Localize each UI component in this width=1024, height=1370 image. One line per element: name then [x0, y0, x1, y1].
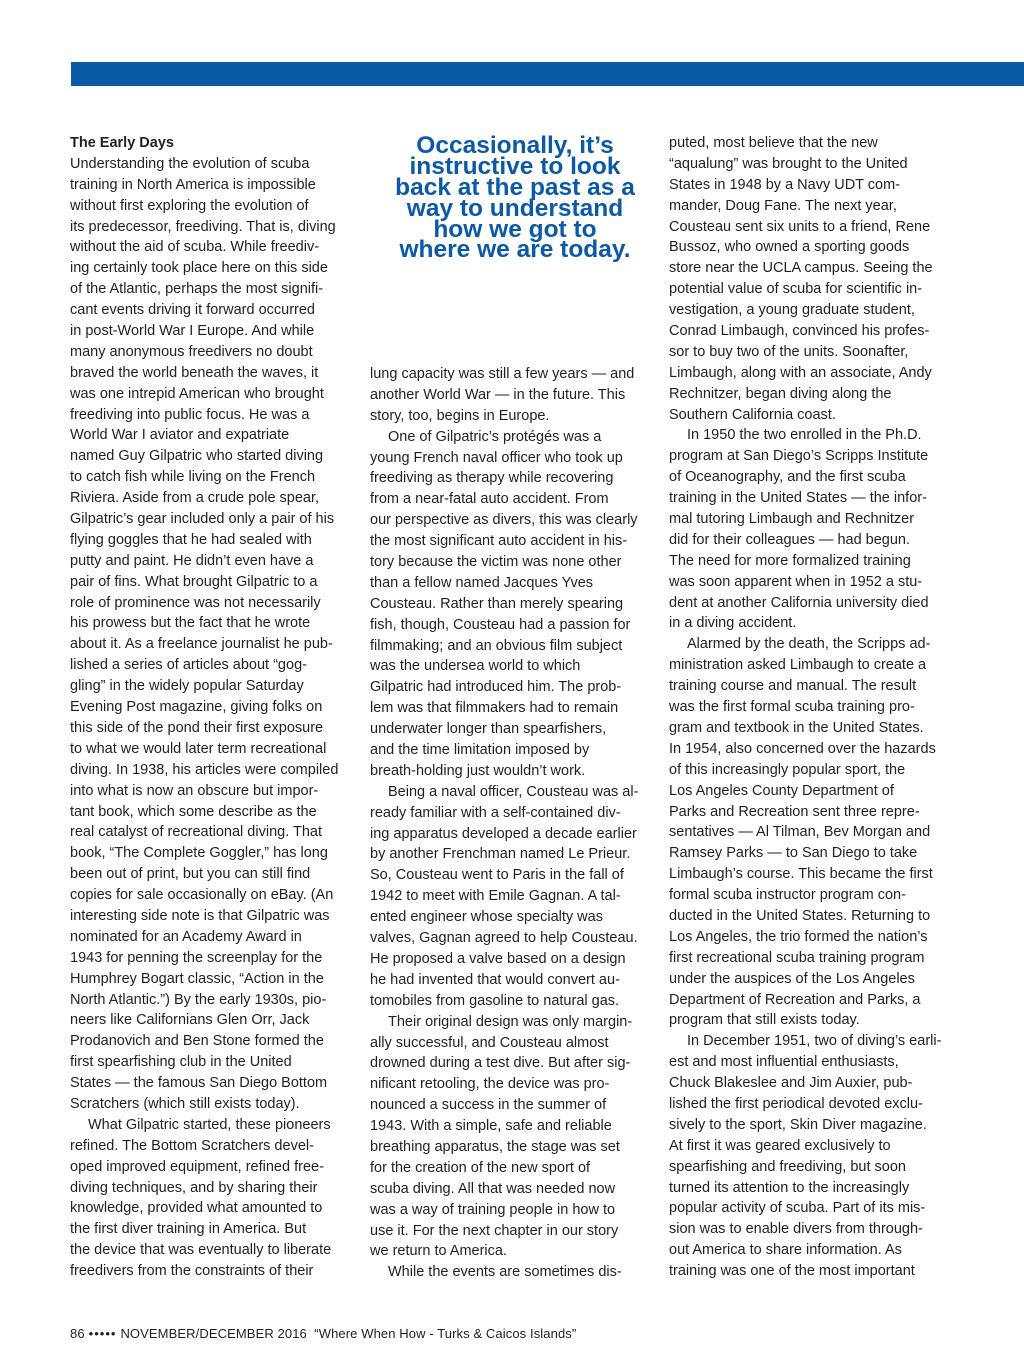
text-line: store near the UCLA campus. Seeing the — [669, 260, 933, 277]
text-line: “aqualung” was brought to the United — [669, 155, 908, 172]
text-line: young French naval officer who took up — [370, 449, 623, 466]
text-line: breathing apparatus, the stage was set — [370, 1138, 620, 1155]
text-line: out America to share information. As — [669, 1242, 902, 1259]
text-line: story, too, begins in Europe. — [370, 407, 550, 424]
text-line: to what we would later term recreational — [70, 740, 327, 757]
text-line: Riviera. Aside from a crude pole spear, — [70, 490, 320, 507]
text-line: where we are today. — [399, 236, 631, 264]
text-line: ented engineer whose specialty was — [370, 909, 603, 926]
text-line: gling” in the widely popular Saturday — [70, 678, 304, 695]
text-line: diving techniques, and by sharing their — [70, 1179, 318, 1196]
text-line: While the events are sometimes dis- — [388, 1264, 622, 1281]
text-line: Their original design was only margin- — [388, 1013, 633, 1030]
text-line: was a way of training people in how to — [370, 1201, 616, 1218]
text-line: Chuck Blakeslee and Jim Auxier, pub- — [669, 1075, 913, 1092]
text-line: Scratchers (which still exists today). — [70, 1095, 300, 1112]
text-line: about it. As a freelance journalist he pub- — [70, 636, 333, 653]
article-column-3 — [669, 133, 959, 1282]
text-line: Bussoz, who owned a sporting goods — [669, 239, 910, 256]
text-line: of the Atlantic, perhaps the most signifi- — [70, 281, 324, 298]
text-line: training in the United States — the infor- — [669, 490, 927, 507]
pull-quote — [370, 128, 660, 264]
text-line: diving. In 1938, his articles were compiled — [70, 761, 339, 778]
text-line: we return to America. — [370, 1243, 507, 1260]
text-line: into what is now an obscure but impor- — [70, 782, 319, 799]
column-2-body — [370, 364, 660, 1283]
text-line: What Gilpatric started, these pioneers — [88, 1116, 331, 1133]
text-line: freediving into public focus. He was a — [70, 406, 310, 423]
text-line: gram and textbook in the United States. — [669, 719, 924, 736]
text-line: instructive to look — [409, 152, 621, 180]
text-line: another World War — in the future. This — [370, 386, 626, 403]
text-line: spearfishing and freediving, but soon — [669, 1158, 906, 1175]
issue-date: NOVEMBER/DECEMBER 2016 — [120, 1326, 307, 1341]
text-line: the most significant auto accident in his- — [370, 533, 628, 550]
text-line: mander, Doug Fane. The next year, — [669, 197, 897, 214]
text-line: Cousteau. Rather than merely spearing — [370, 595, 624, 612]
article-column-1 — [70, 133, 360, 1282]
text-line: without the aid of scuba. While freediv- — [70, 239, 320, 256]
text-line: Gilpatric’s gear included only a pair of his — [70, 511, 335, 528]
text-line: Gilpatric had introduced him. The prob- — [370, 679, 622, 696]
text-line: lung capacity was still a few years — and — [370, 366, 635, 382]
text-line: popular activity of scuba. Part of its mis- — [669, 1200, 926, 1217]
text-line: copies for sale occasionally on eBay. (An — [70, 887, 334, 904]
text-line: Limbaugh, along with an associate, Andy — [669, 364, 932, 381]
page-number: 86 — [70, 1326, 85, 1341]
text-line: refined. The Bottom Scratchers devel- — [70, 1137, 314, 1154]
text-line: Limbaugh’s course. This became the first — [669, 866, 933, 883]
text-line: dent at another California university died — [669, 594, 929, 611]
text-line: est and most influential enthusiasts, — [669, 1054, 899, 1071]
text-line: sively to the sport, Skin Diver magazine. — [669, 1116, 927, 1133]
text-line: pair of fins. What brought Gilpatric to a — [70, 573, 318, 590]
text-line: Ramsey Parks — to San Diego to take — [669, 845, 918, 862]
text-line: Humphrey Bogart classic, “Action in the — [70, 970, 324, 987]
text-line: how we got to — [433, 215, 597, 243]
text-line: drowned during a test dive. But after sig- — [370, 1055, 631, 1072]
text-line: States — the famous San Diego Bottom — [70, 1075, 328, 1092]
text-line: The need for more formalized training — [669, 552, 911, 569]
article-column-2 — [370, 364, 660, 1283]
text-line: role of prominence was not necessarily — [70, 594, 321, 611]
text-line: use it. For the next chapter in our story — [370, 1222, 619, 1239]
text-line: In 1950 the two enrolled in the Ph.D. — [687, 427, 922, 444]
text-line: braved the world beneath the waves, it — [70, 364, 319, 381]
text-line: way to understand — [406, 194, 624, 222]
text-line: nounced a success in the summer of — [370, 1097, 607, 1114]
text-line: filmmaking; and an obvious film subject — [370, 637, 623, 654]
text-line: he had invented that would convert au- — [370, 971, 620, 988]
section-heading: The Early Days — [70, 135, 174, 151]
text-line: tomobiles from gasoline to natural gas. — [370, 992, 620, 1009]
text-line: valves, Gagnan agreed to help Cousteau. — [370, 930, 638, 947]
text-line: named Guy Gilpatric who started diving — [70, 448, 324, 465]
text-line: lished the first periodical devoted exclu- — [669, 1095, 923, 1112]
text-line: the device that was eventually to liberate — [70, 1242, 332, 1259]
footer-dots: ••••• — [88, 1326, 117, 1341]
text-line: first spearfishing club in the United — [70, 1054, 292, 1071]
text-line: breath-holding just wouldn’t work. — [370, 762, 586, 779]
text-line: under the auspices of the Los Angeles — [669, 970, 915, 987]
text-line: Los Angeles, the trio formed the nation’s — [669, 928, 928, 945]
text-line: tory because the victim was none other — [370, 554, 622, 571]
text-line: vestigation, a young graduate student, — [669, 302, 915, 319]
text-line: Prodanovich and Ben Stone formed the — [70, 1033, 324, 1050]
text-line: North Atlantic.”) By the early 1930s, pio- — [70, 991, 327, 1008]
text-line: knowledge, provided what amounted to — [70, 1200, 323, 1217]
text-line: Department of Recreation and Parks, a — [669, 991, 921, 1008]
text-line: sor to buy two of the units. Soonafter, — [669, 343, 909, 360]
text-line: In 1954, also concerned over the hazards — [669, 740, 936, 757]
text-line: for the creation of the new sport of — [370, 1159, 591, 1176]
text-line: Parks and Recreation sent three repre- — [669, 803, 920, 820]
text-line: ministration asked Limbaugh to create a — [669, 657, 927, 674]
text-line: first recreational scuba training program — [669, 949, 925, 966]
text-line: real catalyst of recreational diving. That — [70, 824, 323, 841]
text-line: to catch fish while living on the French — [70, 469, 316, 486]
text-line: in a diving accident. — [669, 615, 797, 632]
header-accent-bar — [71, 62, 1024, 86]
text-line: of Oceanography, and the first scuba — [669, 469, 906, 486]
text-line: turned its attention to the increasingly — [669, 1179, 910, 1196]
text-line: ready familiar with a self-contained div- — [370, 804, 621, 821]
text-line: did for their colleagues — had begun. — [669, 531, 911, 548]
text-line: 1943. With a simple, safe and reliable — [370, 1118, 612, 1135]
text-line: back at the past as a — [395, 173, 635, 201]
text-line: book, “The Complete Goggler,” has long — [70, 845, 328, 862]
text-line: and the time limitation imposed by — [370, 742, 590, 759]
text-line: training in North America is impossible — [70, 176, 316, 193]
text-line: interesting side note is that Gilpatric was — [70, 907, 330, 924]
text-line: scuba diving. All that was needed now — [370, 1180, 616, 1197]
text-line: his prowess but the fact that he wrote — [70, 615, 311, 632]
text-line: Cousteau sent six units to a friend, Rene — [669, 218, 931, 235]
text-line: ing apparatus developed a decade earlier — [370, 825, 637, 842]
text-line: So, Cousteau went to Paris in the fall of — [370, 867, 624, 884]
column-1-body — [70, 154, 360, 1282]
text-line: sion was to enable divers from through- — [669, 1221, 923, 1238]
text-line: training was one of the most important — [669, 1263, 915, 1280]
text-line: its predecessor, freediving. That is, diving — [70, 218, 336, 235]
text-line: One of Gilpatric’s protégés was a — [388, 428, 602, 445]
text-line: ducted in the United States. Returning to — [669, 907, 931, 924]
text-line: Los Angeles County Department of — [669, 782, 894, 799]
text-line: Occasionally, it’s — [416, 132, 614, 159]
text-line: fish, though, Cousteau had a passion for — [370, 616, 631, 633]
text-line: many anonymous freedivers no doubt — [70, 343, 313, 360]
text-line: flying goggles that he had sealed with — [70, 531, 312, 548]
text-line: by another Frenchman named Le Prieur. — [370, 846, 631, 863]
text-line: this side of the pond their first exposure — [70, 719, 324, 736]
text-line: nominated for an Academy Award in — [70, 928, 302, 945]
text-line: States in 1948 by a Navy UDT com- — [669, 176, 901, 193]
text-line: Evening Post magazine, giving folks on — [70, 699, 323, 716]
text-line: neers like Californians Glen Orr, Jack — [70, 1012, 310, 1029]
page-footer — [70, 1326, 576, 1341]
text-line: Rechnitzer, began diving along the — [669, 385, 892, 402]
text-line: the first diver training in America. But — [70, 1221, 307, 1238]
text-line: was the first formal scuba training pro- — [669, 699, 915, 716]
text-line: Being a naval officer, Cousteau was al- — [388, 783, 639, 800]
text-line: lem was that filmmakers had to remain — [370, 700, 619, 717]
text-line: In December 1951, two of diving’s earli- — [687, 1033, 942, 1050]
text-line: training course and manual. The result — [669, 678, 917, 695]
text-line: Conrad Limbaugh, convinced his profes- — [669, 323, 930, 340]
text-line: in post-World War I Europe. And while — [70, 323, 315, 340]
text-line: 1942 to meet with Emile Gagnan. A tal- — [370, 888, 621, 905]
text-line: sentatives — Al Tilman, Bev Morgan and — [669, 824, 931, 841]
text-line: was soon apparent when in 1952 a stu- — [669, 573, 923, 590]
text-line: He proposed a valve based on a design — [370, 950, 626, 967]
text-line: Alarmed by the death, the Scripps ad- — [687, 636, 931, 653]
text-line: Understanding the evolution of scuba — [70, 155, 310, 172]
text-line: was one intrepid American who brought — [70, 385, 324, 402]
text-line: program at San Diego’s Scripps Institute — [669, 448, 929, 465]
text-line: freedivers from the constraints of their — [70, 1263, 314, 1280]
text-line: of this increasingly popular sport, the — [669, 761, 906, 778]
text-line: program that still exists today. — [669, 1012, 860, 1029]
text-line: puted, most believe that the new — [669, 135, 878, 151]
publication-title: “Where When How - Turks & Caicos Islands” — [314, 1326, 577, 1341]
text-line: formal scuba instructor program con- — [669, 887, 906, 904]
text-line: was the undersea world to which — [370, 658, 581, 675]
text-line: ing certainly took place here on this side — [70, 260, 328, 277]
text-line: lished a series of articles about “gog- — [70, 657, 307, 674]
text-line: without first exploring the evolution of — [70, 197, 309, 214]
text-line: underwater longer than spearfishers, — [370, 721, 607, 738]
text-line: mal tutoring Limbaugh and Rechnitzer — [669, 511, 915, 528]
text-line: potential value of scuba for scientific in- — [669, 281, 923, 298]
text-line: our perspective as divers, this was clearly — [370, 512, 638, 529]
text-line: freediving as therapy while recovering — [370, 470, 614, 487]
text-line: than a fellow named Jacques Yves — [370, 574, 594, 591]
text-line: ally successful, and Cousteau almost — [370, 1034, 609, 1051]
text-line: Southern California coast. — [669, 406, 836, 423]
text-line: nificant retooling, the device was pro- — [370, 1076, 610, 1093]
text-line: 1943 for penning the screenplay for the — [70, 949, 323, 966]
text-line: cant events driving it forward occurred — [70, 302, 315, 319]
column-3-body — [669, 133, 959, 1282]
text-line: oped improved equipment, refined free- — [70, 1158, 324, 1175]
text-line: putty and paint. He didn’t even have a — [70, 552, 314, 569]
text-line: At first it was geared exclusively to — [669, 1137, 891, 1154]
text-line: tant book, which some describe as the — [70, 803, 317, 820]
text-line: from a near-fatal auto accident. From — [370, 491, 609, 508]
pull-quote-lines — [370, 128, 660, 264]
text-line: been out of print, but you can still find — [70, 866, 311, 883]
text-line: World War I aviator and expatriate — [70, 427, 290, 444]
